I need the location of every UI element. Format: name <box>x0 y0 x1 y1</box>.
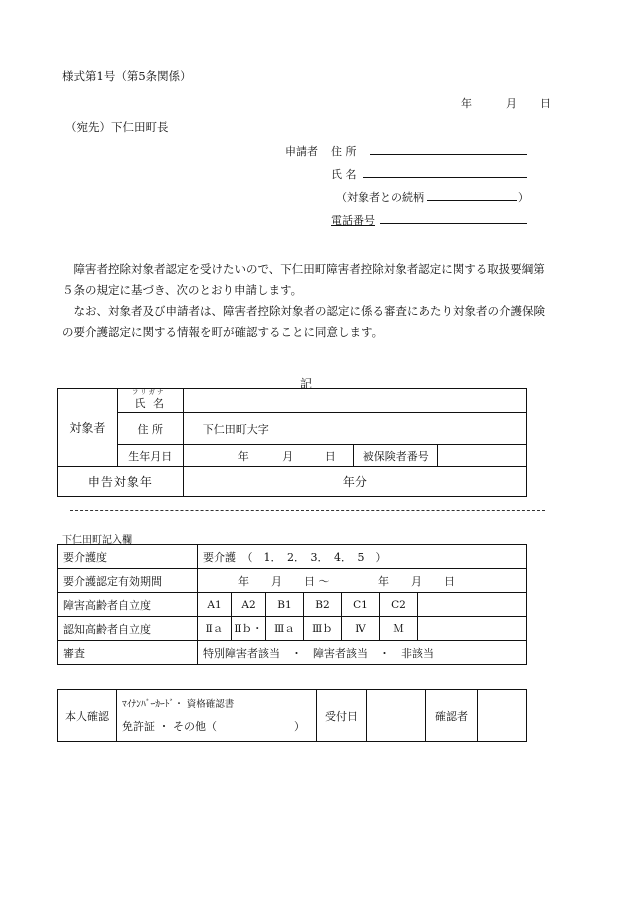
care-level-value[interactable]: 要介護 （ 1． 2． 3． 4． 5 ） <box>198 545 527 569</box>
documents-line-2: 免許証 ・ その他（ ） <box>122 719 305 733</box>
disability-option-a2[interactable]: A2 <box>232 593 266 617</box>
disability-option-a1[interactable]: A1 <box>198 593 232 617</box>
paragraph-1: 障害者控除対象者認定を受けたいので、下仁田町障害者控除対象者認定に関する取扱要綱第５条の規定に基づき、次のとおり申請します。 <box>62 262 545 297</box>
confirmer-label: 確認者 <box>426 690 478 742</box>
phone-label: 電話番号 <box>331 214 375 227</box>
validity-end: 年 月 日 <box>378 574 455 588</box>
subject-name-field[interactable] <box>183 389 526 413</box>
confirmer-field[interactable] <box>478 690 527 742</box>
report-year-label: 申告対象年 <box>58 467 184 497</box>
validity-start: 年 月 日 ～ <box>238 574 330 588</box>
phone-field[interactable] <box>380 223 527 224</box>
cut-line <box>70 510 545 511</box>
validity-period-label: 要介護認定有効期間 <box>58 569 198 593</box>
applicant-name-field[interactable] <box>363 177 527 178</box>
dementia-option-4[interactable]: Ⅳ <box>342 617 380 641</box>
applicant-address-label: 住 所 <box>331 145 357 158</box>
received-date-field[interactable] <box>367 690 426 742</box>
report-year-value: 年分 <box>342 475 367 489</box>
verification-label: 本人確認 <box>58 690 117 742</box>
furigana-label: フリガナ <box>131 388 166 396</box>
form-number: 様式第1号（第5条関係） <box>62 69 192 83</box>
relationship-close: ） <box>518 191 529 204</box>
birthdate-day: 日 <box>324 449 336 463</box>
disability-option-b1[interactable]: B1 <box>266 593 304 617</box>
paragraph-2: なお、対象者及び申請者は、障害者控除対象者の認定に係る審査にあたり対象者の介護保険の要介護認定に関する情報を町が確認することに同意します。 <box>62 304 545 339</box>
date-year: 年 <box>461 97 472 110</box>
insured-number-label: 被保険者番号 <box>354 445 438 467</box>
address-label: 住 所 <box>117 413 183 445</box>
disability-option-b2[interactable]: B2 <box>304 593 342 617</box>
dementia-option-blank <box>418 617 527 641</box>
disability-independence-label: 障害高齢者自立度 <box>58 593 198 617</box>
verification-documents[interactable] <box>117 690 317 742</box>
name-label: 氏 名 <box>134 396 167 410</box>
birthdate-year: 年 <box>237 449 249 463</box>
verification-table <box>57 689 527 742</box>
relationship-field[interactable] <box>427 200 517 201</box>
disability-option-blank <box>418 593 527 617</box>
town-table <box>57 544 527 665</box>
birthdate-label: 生年月日 <box>117 445 183 467</box>
disability-option-c1[interactable]: C1 <box>342 593 380 617</box>
dementia-independence-label: 認知高齢者自立度 <box>58 617 198 641</box>
addressee: （宛先）下仁田町長 <box>65 120 169 134</box>
review-label: 審査 <box>58 641 198 665</box>
name-label-cell <box>117 389 183 413</box>
dementia-option-3a[interactable]: Ⅲａ <box>266 617 304 641</box>
dementia-option-m[interactable]: Ｍ <box>380 617 418 641</box>
birthdate-field[interactable] <box>183 445 354 467</box>
care-level-label: 要介護度 <box>58 545 198 569</box>
validity-period-field[interactable] <box>198 569 527 593</box>
applicant-name-label: 氏 名 <box>331 168 357 181</box>
insured-number-field[interactable] <box>438 445 527 467</box>
date-day: 日 <box>540 97 551 110</box>
birthdate-month: 月 <box>282 449 294 463</box>
address-value: 下仁田町大字 <box>202 422 269 436</box>
received-date-label: 受付日 <box>317 690 367 742</box>
review-value[interactable]: 特別障害者該当 ・ 障害者該当 ・ 非該当 <box>198 641 527 665</box>
documents-line-1: ﾏｲﾅﾝﾊﾞｰｶｰﾄﾞ・ 資格確認書 <box>122 698 235 710</box>
subject-address-field[interactable] <box>183 413 526 445</box>
subject-table <box>57 388 527 497</box>
relationship-open: （対象者との続柄 <box>336 191 424 204</box>
applicant-label: 申請者 <box>285 145 318 158</box>
date-month: 月 <box>506 97 517 110</box>
dementia-option-2a[interactable]: Ⅱａ <box>198 617 232 641</box>
town-section-title: 下仁田町記入欄 <box>62 535 132 546</box>
dementia-option-3b[interactable]: Ⅲｂ <box>304 617 342 641</box>
dementia-option-2b[interactable]: Ⅱｂ・ <box>232 617 266 641</box>
applicant-address-field[interactable] <box>370 154 527 155</box>
subject-label: 対象者 <box>58 389 118 467</box>
disability-option-c2[interactable]: C2 <box>380 593 418 617</box>
report-year-field[interactable] <box>183 467 526 497</box>
ki-heading: 記 <box>300 377 313 391</box>
